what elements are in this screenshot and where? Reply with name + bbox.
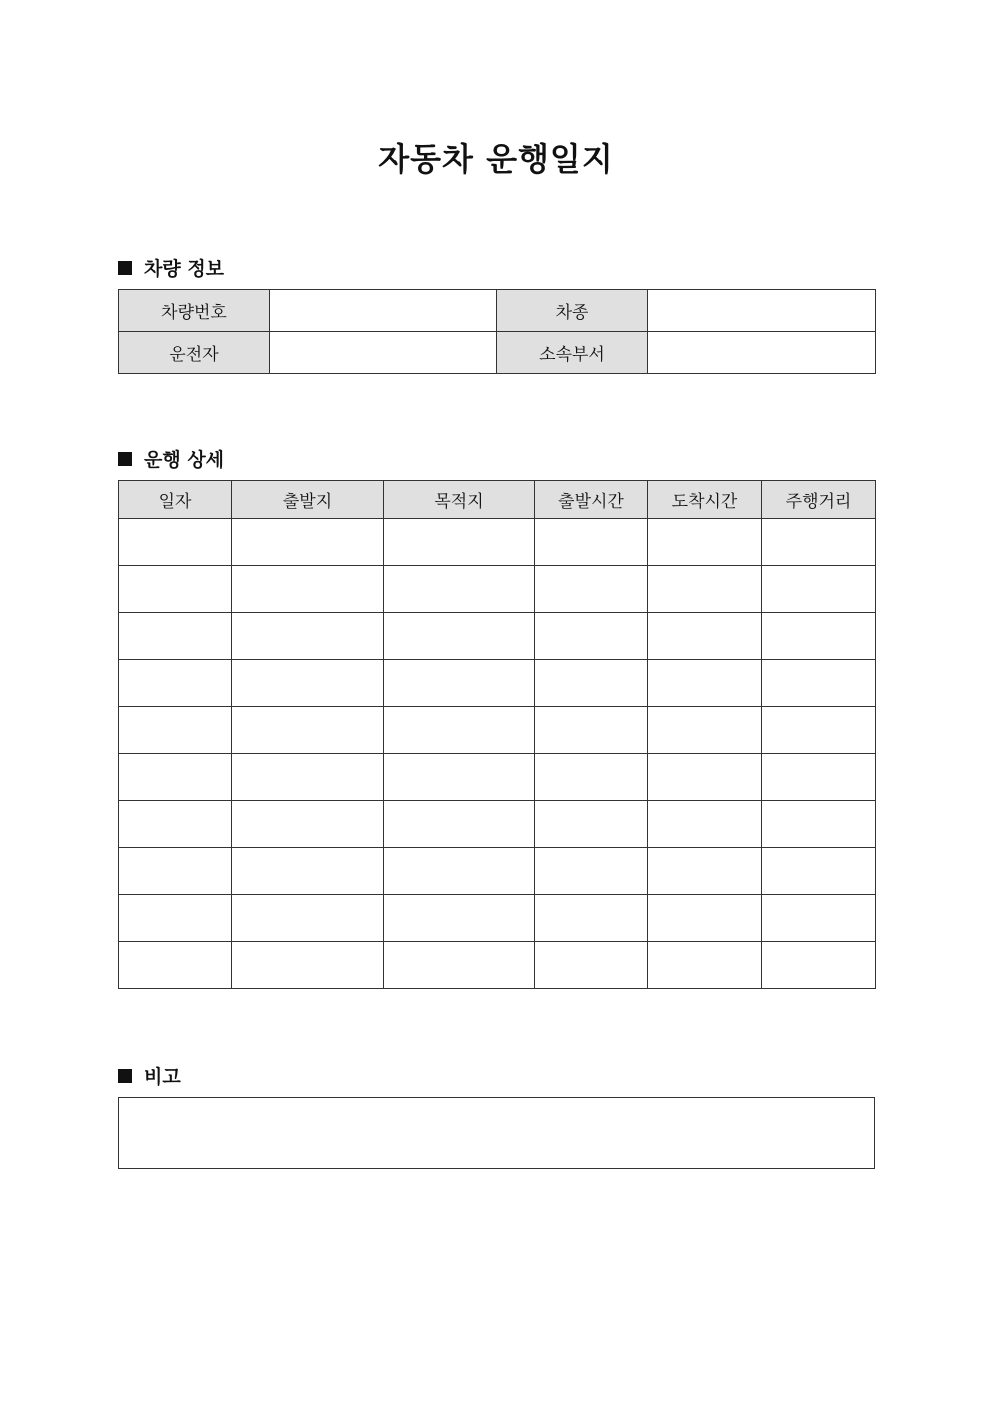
square-bullet-icon [118,1069,132,1083]
departure-cell[interactable] [232,519,384,566]
departure-time-cell[interactable] [535,613,648,660]
section-heading-trip-details [118,445,224,472]
date-cell[interactable] [119,660,232,707]
vehicle-model-label: 차종 [497,290,648,332]
trip-log-body [119,519,876,989]
departure-time-cell[interactable] [535,754,648,801]
table-header-row [119,481,876,519]
distance-cell[interactable] [762,754,876,801]
table-row [119,754,876,801]
department-label: 소속부서 [497,332,648,374]
distance-cell[interactable] [762,519,876,566]
arrival-time-cell[interactable] [648,707,762,754]
column-header-destination: 목적지 [384,481,535,519]
table-row [119,895,876,942]
destination-cell[interactable] [384,801,535,848]
table-row [119,519,876,566]
date-cell[interactable] [119,754,232,801]
column-header-departure-time: 출발시간 [535,481,648,519]
page-title: 자동차 운행일지 [378,140,614,178]
date-cell[interactable] [119,848,232,895]
departure-time-cell[interactable] [535,942,648,989]
distance-cell[interactable] [762,801,876,848]
table-row [119,707,876,754]
table-row [119,942,876,989]
departure-cell[interactable] [232,848,384,895]
table-row [119,660,876,707]
section-heading-vehicle-info [118,254,224,281]
departure-cell[interactable] [232,660,384,707]
date-cell[interactable] [119,566,232,613]
arrival-time-cell[interactable] [648,895,762,942]
driver-label: 운전자 [119,332,270,374]
table-row [119,290,876,332]
destination-cell[interactable] [384,613,535,660]
arrival-time-cell[interactable] [648,942,762,989]
destination-cell[interactable] [384,707,535,754]
section-title: 운행 상세 [144,449,225,471]
arrival-time-cell[interactable] [648,848,762,895]
vehicle-model-field[interactable] [648,290,876,332]
section-title: 비고 [144,1066,181,1088]
square-bullet-icon [118,261,132,275]
section-title: 차량 정보 [144,258,225,280]
date-cell[interactable] [119,613,232,660]
distance-cell[interactable] [762,942,876,989]
arrival-time-cell[interactable] [648,801,762,848]
driver-field[interactable] [270,332,497,374]
arrival-time-cell[interactable] [648,519,762,566]
destination-cell[interactable] [384,754,535,801]
destination-cell[interactable] [384,519,535,566]
departure-time-cell[interactable] [535,848,648,895]
distance-cell[interactable] [762,848,876,895]
plate-number-field[interactable] [270,290,497,332]
distance-cell[interactable] [762,660,876,707]
distance-cell[interactable] [762,707,876,754]
date-cell[interactable] [119,895,232,942]
arrival-time-cell[interactable] [648,566,762,613]
departure-cell[interactable] [232,707,384,754]
departure-time-cell[interactable] [535,566,648,613]
arrival-time-cell[interactable] [648,660,762,707]
distance-cell[interactable] [762,613,876,660]
departure-time-cell[interactable] [535,895,648,942]
section-heading-remarks [118,1062,181,1089]
date-cell[interactable] [119,801,232,848]
plate-number-label: 차량번호 [119,290,270,332]
departure-time-cell[interactable] [535,707,648,754]
arrival-time-cell[interactable] [648,613,762,660]
departure-time-cell[interactable] [535,519,648,566]
distance-cell[interactable] [762,895,876,942]
distance-cell[interactable] [762,566,876,613]
date-cell[interactable] [119,707,232,754]
departure-cell[interactable] [232,754,384,801]
departure-time-cell[interactable] [535,660,648,707]
date-cell[interactable] [119,942,232,989]
departure-time-cell[interactable] [535,801,648,848]
departure-cell[interactable] [232,942,384,989]
departure-cell[interactable] [232,566,384,613]
departure-cell[interactable] [232,895,384,942]
remarks-field[interactable] [118,1097,875,1169]
departure-cell[interactable] [232,801,384,848]
destination-cell[interactable] [384,942,535,989]
column-header-date: 일자 [119,481,232,519]
arrival-time-cell[interactable] [648,754,762,801]
table-row [119,848,876,895]
column-header-departure: 출발지 [232,481,384,519]
table-row [119,613,876,660]
destination-cell[interactable] [384,660,535,707]
column-header-distance: 주행거리 [762,481,876,519]
column-header-arrival-time: 도착시간 [648,481,762,519]
table-row [119,566,876,613]
destination-cell[interactable] [384,848,535,895]
table-row [119,332,876,374]
vehicle-info-table [118,289,876,374]
destination-cell[interactable] [384,895,535,942]
date-cell[interactable] [119,519,232,566]
square-bullet-icon [118,452,132,466]
department-field[interactable] [648,332,876,374]
destination-cell[interactable] [384,566,535,613]
table-row [119,801,876,848]
trip-log-table [118,480,876,989]
departure-cell[interactable] [232,613,384,660]
